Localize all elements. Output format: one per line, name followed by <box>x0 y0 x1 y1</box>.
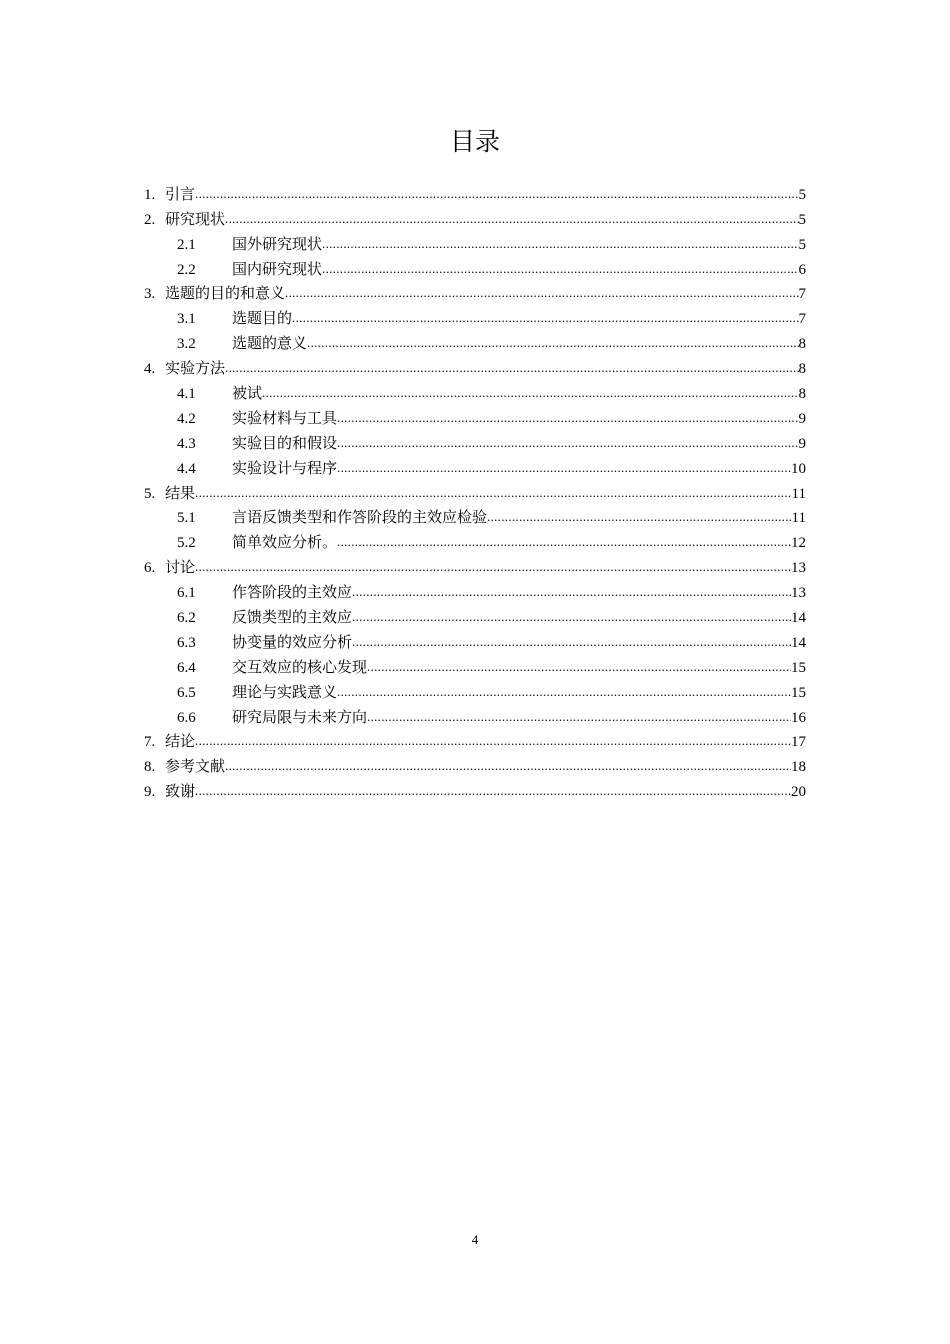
toc-entry-number: 6. <box>144 560 156 577</box>
toc-dot-leader <box>352 633 791 653</box>
toc-entry[interactable] <box>144 653 806 678</box>
toc-title: 目录 <box>449 127 500 156</box>
toc-entry[interactable] <box>144 504 806 529</box>
toc-entry-page: 9 <box>798 410 806 427</box>
toc-dot-leader <box>337 533 791 553</box>
toc-entry-label: 实验材料与工具 <box>232 410 338 427</box>
toc-entry-number: 6.2 <box>177 610 196 627</box>
toc-entry-label: 选题目的 <box>232 311 293 328</box>
toc-entry-number: 5.2 <box>177 535 196 552</box>
toc-entry[interactable] <box>144 230 806 255</box>
toc-entry-number: 2.2 <box>177 261 196 278</box>
toc-dot-leader <box>195 732 791 752</box>
toc-dot-leader <box>307 334 798 354</box>
toc-entry-label: 实验方法 <box>165 361 226 378</box>
toc-dot-leader <box>262 384 798 404</box>
toc-entry-label: 选题的意义 <box>232 336 308 353</box>
toc-entry-number: 6.4 <box>177 659 196 676</box>
toc-entry-page: 15 <box>791 684 806 701</box>
toc-dot-leader <box>337 409 798 429</box>
toc-entry-number: 3.2 <box>177 336 196 353</box>
toc-entry-page: 5 <box>798 211 806 228</box>
toc-entry[interactable] <box>144 528 806 553</box>
toc-entry[interactable] <box>144 205 806 230</box>
toc-entry-number: 3. <box>144 286 156 303</box>
toc-entry-page: 9 <box>798 435 806 452</box>
toc-entry[interactable] <box>144 728 806 753</box>
toc-entry-page: 7 <box>798 286 806 303</box>
toc-entry-label: 实验目的和假设 <box>232 435 338 452</box>
toc-entry-number: 2. <box>144 211 156 228</box>
toc-entry-number: 4.3 <box>177 435 196 452</box>
toc-dot-leader <box>322 235 798 255</box>
toc-dot-leader <box>352 583 791 603</box>
page-number: 4 <box>471 1232 479 1247</box>
toc-entry-number: 5. <box>144 485 156 502</box>
toc-entry[interactable] <box>144 777 806 802</box>
toc-entry-page: 17 <box>791 734 806 751</box>
toc-entry-label: 参考文献 <box>165 759 226 776</box>
toc-dot-leader <box>225 757 791 777</box>
toc-entry-label: 理论与实践意义 <box>232 684 338 701</box>
toc-entry-label: 讨论 <box>165 560 196 577</box>
toc-dot-leader <box>337 683 791 703</box>
toc-entry[interactable] <box>144 752 806 777</box>
toc-dot-leader <box>225 359 798 379</box>
toc-entry[interactable] <box>144 180 806 205</box>
toc-entry-label: 结论 <box>165 734 196 751</box>
toc-entry-number: 6.6 <box>177 709 196 726</box>
toc-entry-label: 实验设计与程序 <box>232 460 338 477</box>
toc-entry-page: 15 <box>791 659 806 676</box>
toc-dot-leader <box>285 284 798 304</box>
toc-dot-leader <box>195 185 798 205</box>
toc-entry-page: 16 <box>791 709 806 726</box>
toc-entry[interactable] <box>144 703 806 728</box>
toc-entry-page: 10 <box>791 460 806 477</box>
toc-entry[interactable] <box>144 280 806 305</box>
toc-entry-number: 4.2 <box>177 410 196 427</box>
toc-entry[interactable] <box>144 479 806 504</box>
toc-entry[interactable] <box>144 404 806 429</box>
toc-entry[interactable] <box>144 304 806 329</box>
toc-entry-page: 13 <box>791 560 806 577</box>
toc-entry-page: 11 <box>791 510 806 527</box>
toc-entry-page: 14 <box>791 610 806 627</box>
toc-entry[interactable] <box>144 454 806 479</box>
toc-dot-leader <box>225 210 798 230</box>
toc-entry-page: 14 <box>791 634 806 651</box>
toc-dot-leader <box>322 260 798 280</box>
toc-entry-page: 6 <box>798 261 806 278</box>
toc-entry-number: 3.1 <box>177 311 196 328</box>
toc-entry-number: 4. <box>144 361 156 378</box>
toc-entry[interactable] <box>144 379 806 404</box>
toc-dot-leader <box>367 708 791 728</box>
toc-entry-number: 6.5 <box>177 684 196 701</box>
toc-entry-page: 13 <box>791 585 806 602</box>
toc-entry[interactable] <box>144 678 806 703</box>
toc-entry-page: 7 <box>798 311 806 328</box>
toc-entry-page: 8 <box>798 386 806 403</box>
toc-dot-leader <box>195 484 792 504</box>
toc-entry-label: 国外研究现状 <box>232 236 323 253</box>
toc-dot-leader <box>352 608 791 628</box>
toc-entry-label: 研究现状 <box>165 211 226 228</box>
toc-entry-page: 5 <box>798 186 806 203</box>
toc-entry-page: 8 <box>798 361 806 378</box>
toc-entry-page: 5 <box>798 236 806 253</box>
toc-entry-label: 致谢 <box>165 784 196 801</box>
toc-entry[interactable] <box>144 255 806 280</box>
toc-entry-label: 作答阶段的主效应 <box>232 585 353 602</box>
toc-entry-label: 国内研究现状 <box>232 261 323 278</box>
toc-entry[interactable] <box>144 628 806 653</box>
toc-dot-leader <box>337 459 791 479</box>
toc-entry[interactable] <box>144 553 806 578</box>
toc-entry-label: 被试 <box>232 386 263 403</box>
toc-dot-leader <box>195 782 791 802</box>
toc-entry-number: 5.1 <box>177 510 196 527</box>
toc-entry-page: 20 <box>791 784 806 801</box>
toc-dot-leader <box>487 508 792 528</box>
toc-entry-number: 7. <box>144 734 156 751</box>
toc-dot-leader <box>337 434 798 454</box>
toc-entry-label: 言语反馈类型和作答阶段的主效应检验 <box>232 510 488 527</box>
toc-dot-leader <box>195 558 791 578</box>
toc-entry-number: 4.1 <box>177 386 196 403</box>
toc-entry-number: 9. <box>144 784 156 801</box>
toc-entry-label: 结果 <box>165 485 196 502</box>
toc-entry-label: 简单效应分析。 <box>232 535 338 552</box>
toc-entry-number: 6.3 <box>177 634 196 651</box>
toc-entry[interactable] <box>144 603 806 628</box>
toc-entry-page: 11 <box>791 485 806 502</box>
toc-entry-label: 交互效应的核心发现 <box>232 659 368 676</box>
table-of-contents <box>144 180 806 802</box>
toc-entry-page: 18 <box>791 759 806 776</box>
toc-entry-label: 选题的目的和意义 <box>165 286 286 303</box>
toc-dot-leader <box>292 309 798 329</box>
toc-entry-number: 4.4 <box>177 460 196 477</box>
toc-dot-leader <box>367 658 791 678</box>
toc-entry-page: 8 <box>798 336 806 353</box>
toc-entry-number: 1. <box>144 186 156 203</box>
toc-entry[interactable] <box>144 429 806 454</box>
toc-entry[interactable] <box>144 578 806 603</box>
toc-entry[interactable] <box>144 329 806 354</box>
toc-entry-number: 2.1 <box>177 236 196 253</box>
toc-entry-number: 8. <box>144 759 156 776</box>
toc-entry-label: 反馈类型的主效应 <box>232 610 353 627</box>
toc-entry-number: 6.1 <box>177 585 196 602</box>
toc-entry-label: 引言 <box>165 186 196 203</box>
toc-entry[interactable] <box>144 354 806 379</box>
toc-entry-label: 研究局限与未来方向 <box>232 709 368 726</box>
toc-entry-label: 协变量的效应分析 <box>232 634 353 651</box>
toc-entry-page: 12 <box>791 535 806 552</box>
